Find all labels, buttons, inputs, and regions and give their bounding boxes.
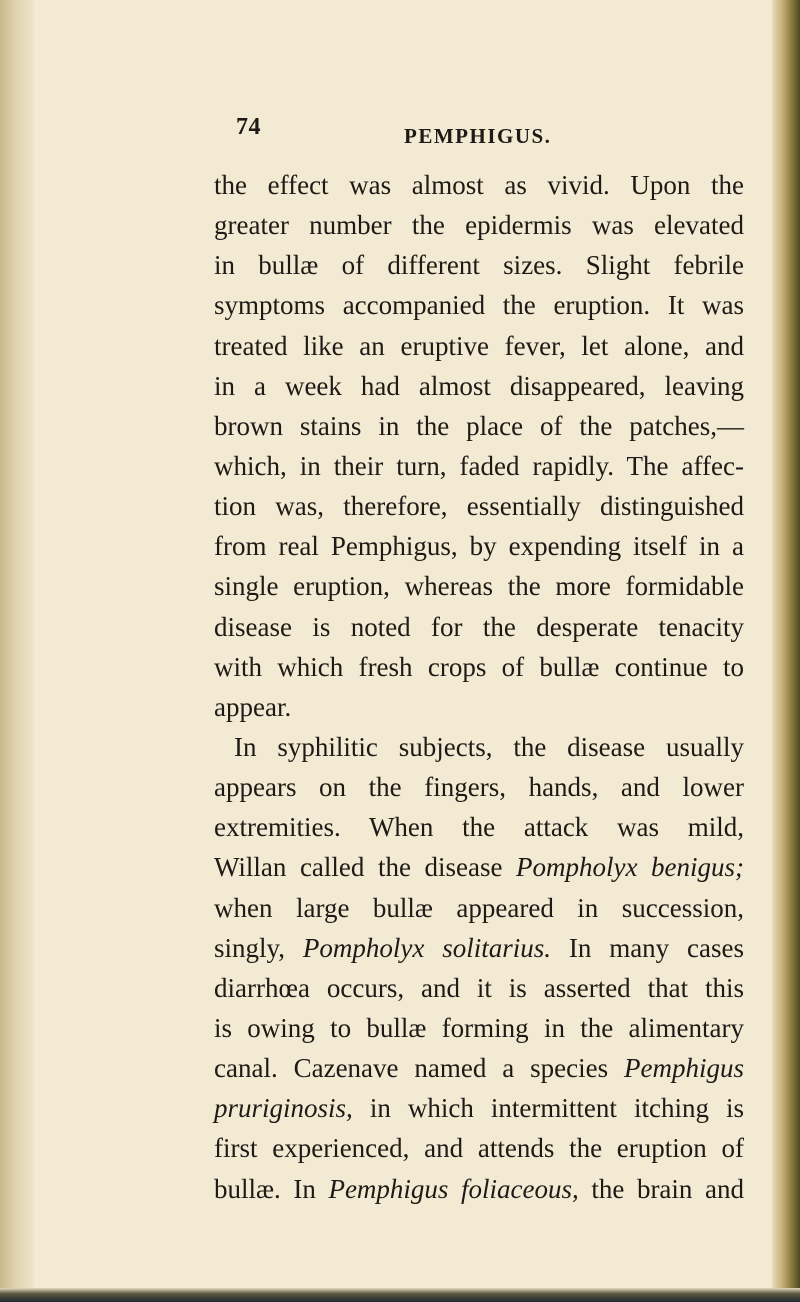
text-line: extremities. When the attack was mild, <box>214 812 744 843</box>
text-line: appears on the fingers, hands, and lower <box>214 772 744 803</box>
species-name: Pemphigus <box>624 1053 744 1084</box>
text-line: Willan called the disease Pompholyx benigus; <box>214 852 744 883</box>
text-line: In syphilitic subjects, the disease usually <box>234 731 744 762</box>
text-line: symptoms accompanied the eruption. It was <box>214 290 744 321</box>
text-line: tion was, therefore, essentially distinguished <box>214 491 744 522</box>
text-line: from real Pemphigus, by expending itself in a <box>214 531 744 562</box>
text-line: bullæ. In Pemphigus foliaceous, the brain and <box>214 1173 744 1204</box>
text-line: singly, Pompholyx solitarius. In many cases <box>214 932 744 963</box>
text-line: brown stains in the place of the patches,— <box>214 410 744 441</box>
text-line: pruriginosis, in which intermittent itching is <box>214 1093 744 1124</box>
text-line: when large bullæ appeared in succession, <box>214 892 744 923</box>
text-line: treated like an eruptive fever, let alone, and <box>214 330 744 361</box>
species-name: Pompholyx benigus; <box>516 852 744 883</box>
text-line: appear. <box>214 691 292 722</box>
text-line: greater number the epidermis was elevated <box>214 210 744 241</box>
text-line: with which fresh crops of bullæ continue to <box>214 651 744 682</box>
species-name: pruriginosis, <box>214 1093 353 1124</box>
species-name: Pompholyx solitarius. <box>302 932 551 963</box>
text-line: is owing to bullæ forming in the alimentary <box>214 1012 744 1043</box>
text-line: single eruption, whereas the more formidable <box>214 571 744 602</box>
text-line: the effect was almost as vivid. Upon the <box>214 170 744 200</box>
text-line: which, in their turn, faded rapidly. The affec- <box>214 450 744 481</box>
running-title: PEMPHIGUS. <box>404 124 552 148</box>
text-line: diarrhœa occurs, and it is asserted that this <box>214 972 744 1003</box>
text-line: first experienced, and attends the eruption of <box>214 1133 744 1164</box>
text-line: in bullæ of different sizes. Slight febrile <box>214 250 744 281</box>
text-line: in a week had almost disappeared, leaving <box>214 370 744 401</box>
species-name: Pemphigus foliaceous, <box>328 1173 579 1204</box>
text-line: disease is noted for the desperate tenacity <box>214 611 744 642</box>
text-line: canal. Cazenave named a species Pemphigus <box>214 1053 744 1084</box>
body-text <box>214 165 744 1209</box>
page-number: 74 <box>236 114 261 140</box>
